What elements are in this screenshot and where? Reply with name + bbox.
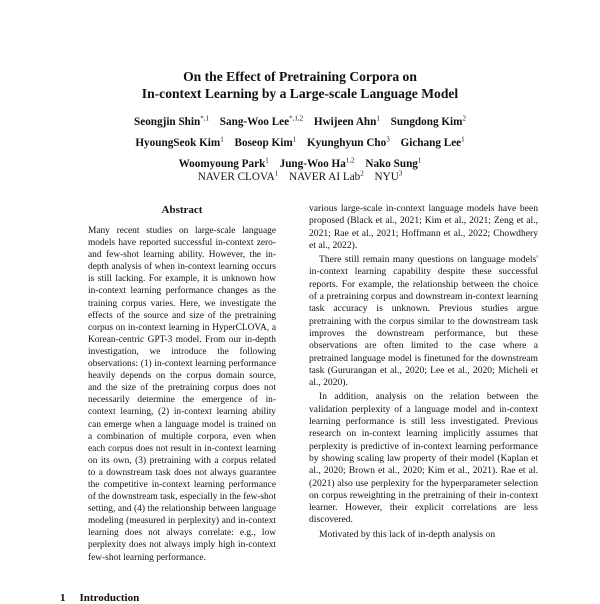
title-line-2: In-context Learning by a Large-scale Language Model — [141, 86, 459, 101]
intro-paragraph-1: various large-scale in-context language models have been proposed (Black et al., 2021; Kim et al., 2021; Zeng et al., 2021; Rae et al., 2021; Hoffmann et al., 2022; Chowdhery et al., 2022). — [309, 203, 538, 251]
author: Seongjin Shin$^{*,1}$ — [134, 114, 209, 128]
affiliation: NYU$^3$ — [374, 169, 403, 183]
author: Jung-Woo Ha$^{1,2}$ — [279, 156, 355, 171]
affiliation-list — [60, 169, 540, 183]
abstract-text: Many recent studies on large-scale language models have reported successful in-context zero- and few-shot learning ability. However, the in-depth analysis of when in-context learning occurs is still lacking. For example, it is unknown how in-context learning performance changes as the training corpus varies. Here, we investigate the effects of the source and size of the pretraining corpus on in-context learning in HyperCLOVA, a Korean-centric GPT-3 model. From our in-depth investigation, we introduce the following observations: (1) in-context learning performance heavily depends on the corpus domain source, and the size of the pretraining corpus does not necessarily determine the emergence of in-context learning, (2) in-context learning ability can emerge when a language model is trained on a combination of multiple corpora, even when each corpus does not result in in-context learning on its own, (3) pretraining with a corpus related to a downstream task does not always guarantee the competitive in-context learning performance of the downstream task, especially in the few-shot setting, and (4) the relationship between language modeling (measured in perplexity) and in-context learning does not always correlate: e.g., low perplexity does not always imply high in-context few-shot learning performance. — [88, 226, 276, 563]
right-column — [309, 203, 538, 541]
abstract-heading: Abstract — [161, 204, 203, 216]
title-line-1: On the Effect of Pretraining Corpora on — [183, 69, 417, 84]
affiliation: NAVER AI Lab$^2$ — [288, 169, 364, 183]
left-column — [88, 203, 276, 564]
affiliation: NAVER CLOVA$^1$ — [197, 169, 279, 183]
author: HyoungSeok Kim$^1$ — [135, 135, 224, 149]
intro-paragraph-3: In addition, analysis on the relation between the validation perplexity of a language model and in-context learning performance is still less investigated. Previous research on in-context learning implicitly assumes that perplexity is predictive of in-context learning performance by showing scaling law property of their model (Kaplan et al., 2020; Brown et al., 2020; Kim et al., 2021). Rae et al. (2021) also use perplexity for the hyperparameter selection on corpus reweighting in the pretraining of their in-context learner. However, their explicit correlations are less discovered. — [309, 391, 538, 526]
author-row-2 — [60, 131, 540, 152]
section-heading-introduction — [60, 592, 260, 604]
section-number: 1 — [60, 592, 66, 604]
author: Kyunghyun Cho$^3$ — [306, 135, 390, 149]
intro-paragraph-4: Motivated by this lack of in-depth analysis on — [319, 528, 496, 540]
section-title: Introduction — [79, 592, 140, 604]
paper-title — [60, 68, 540, 102]
author-list — [60, 110, 540, 174]
author-row-1 — [60, 110, 540, 131]
author: Woomyoung Park$^1$ — [178, 156, 269, 171]
author: Sungdong Kim$^2$ — [390, 114, 466, 128]
author: Hwijeen Ahn$^1$ — [313, 114, 380, 128]
author: Sang-Woo Lee$^{*,1,2}$ — [219, 114, 304, 128]
intro-paragraph-2: There still remain many questions on language models' in-context learning capability despite these successful reports. For example, the relationship between the choice of a pretraining corpus and downstream in-context learning task accuracy is unknown. Previous studies argue pretraining with the corpus similar to the downstream task improves the downstream performance, but these observations are often limited to the case where a pretrained language model is finetuned for the downstream task (Gururangan et al., 2020; Lee et al., 2020; Micheli et al., 2020). — [309, 254, 538, 389]
author: Boseop Kim$^1$ — [234, 135, 297, 149]
author: Gichang Lee$^1$ — [400, 135, 465, 149]
author: Nako Sung$^1$ — [365, 156, 422, 171]
